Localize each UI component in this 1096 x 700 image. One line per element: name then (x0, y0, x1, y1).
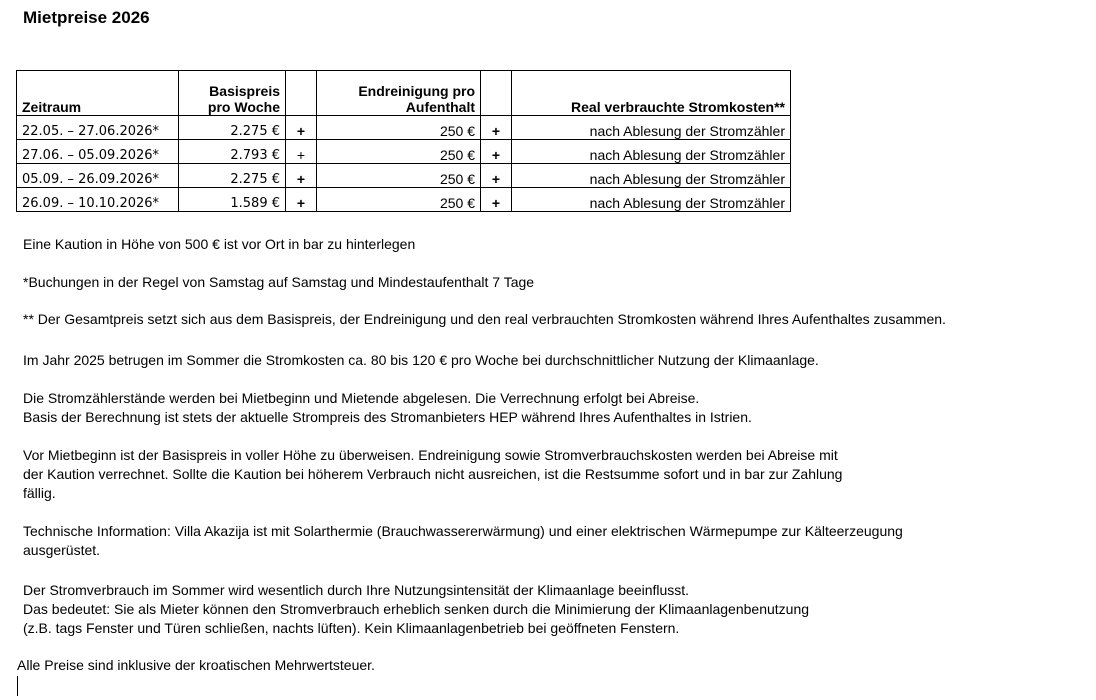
header-plus-2 (481, 71, 512, 116)
cell-zeitraum: 05.09. – 26.09.2026* (17, 164, 179, 188)
note-technik-line1: Technische Information: Villa Akazija ist mit Solarthermie (Brauchwassererwärmung) und einer elektrischen Wärmepumpe zur Kälteerzeugung (23, 523, 903, 539)
note-zahlung (23, 446, 842, 503)
note-zaehler-line1: Die Stromzählerstände werden bei Mietbeginn und Mietende abgelesen. Die Verrechnung erfolgt bei Abreise. (23, 390, 700, 406)
note-zahlung-line1: Vor Mietbeginn ist der Basispreis in voller Höhe zu überweisen. Endreinigung sowie Stromverbrauchskosten werden bei Abreise mit (23, 447, 838, 463)
cell-zeitraum: 26.09. – 10.10.2026* (17, 188, 179, 212)
note-verbrauch-line3: (z.B. tags Fenster und Türen schließen, nachts lüften). Kein Klimaanlagenbetrieb bei geöffneten Fenstern. (23, 620, 680, 636)
cell-plus: + (286, 140, 317, 164)
header-basispreis-line1: Basispreis (209, 83, 280, 99)
cell-zeitraum: 22.05. – 27.06.2026* (17, 116, 179, 140)
note-zaehler (23, 389, 752, 427)
cell-basispreis: 1.589 € (179, 188, 286, 212)
note-mwst: Alle Preise sind inklusive der kroatischen Mehrwertsteuer. (17, 657, 375, 673)
note-stromkosten-2025: Im Jahr 2025 betrugen im Sommer die Stromkosten ca. 80 bis 120 € pro Woche bei durchschnittlicher Nutzung der Klimaanlage. (23, 352, 819, 368)
note-kaution: Eine Kaution in Höhe von 500 € ist vor Ort in bar zu hinterlegen (23, 236, 416, 252)
header-plus-1 (286, 71, 317, 116)
note-zahlung-line2: der Kaution verrechnet. Sollte die Kaution bei höherem Verbrauch nicht ausreichen, ist die Restsumme sofort und in bar zur Zahlung (23, 466, 843, 482)
cell-stromkosten: nach Ablesung der Stromzähler (512, 188, 791, 212)
note-zahlung-line3: fällig. (23, 485, 56, 501)
header-basispreis-line2: pro Woche (207, 99, 280, 115)
table-row (17, 116, 791, 140)
header-basispreis (179, 71, 286, 116)
note-technik (23, 522, 903, 560)
text-cursor[interactable] (17, 676, 18, 696)
cell-plus: + (481, 116, 512, 140)
note-verbrauch (23, 581, 809, 638)
cell-endreinigung: 250 € (317, 164, 481, 188)
header-endreinigung-line1: Endreinigung pro (358, 83, 475, 99)
table-row (17, 188, 791, 212)
cell-endreinigung: 250 € (317, 116, 481, 140)
cell-stromkosten: nach Ablesung der Stromzähler (512, 164, 791, 188)
cell-stromkosten: nach Ablesung der Stromzähler (512, 116, 791, 140)
note-verbrauch-line2: Das bedeutet: Sie als Mieter können den Stromverbrauch erheblich senken durch die Minimierung der Klimaanlagenbenutzung (23, 601, 810, 617)
cell-basispreis: 2.793 € (179, 140, 286, 164)
cell-plus: + (286, 188, 317, 212)
cell-basispreis: 2.275 € (179, 164, 286, 188)
cell-endreinigung: 250 € (317, 188, 481, 212)
table-header-row (17, 71, 791, 116)
note-technik-line2: ausgerüstet. (23, 542, 101, 558)
cell-plus: + (286, 164, 317, 188)
cell-stromkosten: nach Ablesung der Stromzähler (512, 140, 791, 164)
cell-endreinigung: 250 € (317, 140, 481, 164)
header-zeitraum: Zeitraum (17, 71, 179, 116)
note-zaehler-line2: Basis der Berechnung ist stets der aktuelle Strompreis des Stromanbieters HEP während Ihres Aufenthaltes in Istrien. (23, 409, 752, 425)
header-endreinigung-line2: Aufenthalt (405, 99, 475, 115)
table-row (17, 164, 791, 188)
cell-plus: + (286, 116, 317, 140)
note-gesamtpreis: ** Der Gesamtpreis setzt sich aus dem Basispreis, der Endreinigung und den real verbrauchten Stromkosten während Ihres Aufenthaltes zusammen. (23, 311, 946, 327)
price-table (16, 70, 791, 212)
header-stromkosten: Real verbrauchte Stromkosten** (512, 71, 791, 116)
cell-plus: + (481, 140, 512, 164)
cell-plus: + (481, 188, 512, 212)
cell-zeitraum: 27.06. – 05.09.2026* (17, 140, 179, 164)
note-verbrauch-line1: Der Stromverbrauch im Sommer wird wesentlich durch Ihre Nutzungsintensität der Klimaanlage beeinflusst. (23, 582, 690, 598)
table-row (17, 140, 791, 164)
cell-plus: + (481, 164, 512, 188)
header-endreinigung (317, 71, 481, 116)
cell-basispreis: 2.275 € (179, 116, 286, 140)
page-title: Mietpreise 2026 (23, 8, 150, 27)
note-buchungen: *Buchungen in der Regel von Samstag auf Samstag und Mindestaufenthalt 7 Tage (23, 274, 535, 290)
